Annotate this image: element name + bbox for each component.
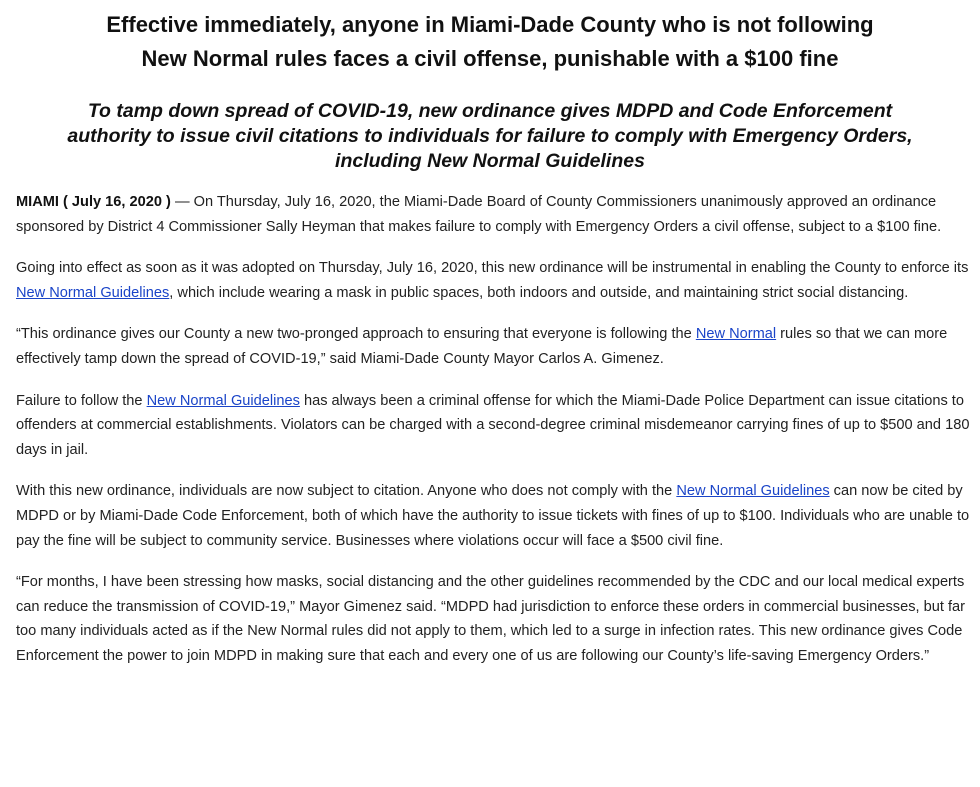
headline-line-1: Effective immediately, anyone in Miami-Dade County who is not following	[106, 12, 874, 37]
new-normal-guidelines-link[interactable]: New Normal Guidelines	[146, 392, 300, 409]
subheadline	[0, 99, 980, 174]
paragraph-4-text-after: has always been a criminal offense for which the Miami-Dade Police Department can issue citations to offenders at commercial establishments. Violators can be charged with a second-degree criminal misdemeanor carrying fines of up to $500 and 180 days in jail.	[16, 392, 970, 458]
paragraph-3	[16, 322, 974, 371]
paragraph-1-text: — On Thursday, July 16, 2020, the Miami-Dade Board of County Commissioners unanimously approved an ordinance sponsored by District 4 Commissioner Sally Heyman that makes failure to comply with Emergency Orders a civil offense, subject to a $100 fine.	[16, 194, 942, 235]
headline-line-2: New Normal rules faces a civil offense, punishable with a $100 fine	[141, 46, 839, 71]
new-normal-guidelines-link[interactable]: New Normal Guidelines	[676, 483, 830, 500]
subheadline-line-3: including New Normal Guidelines	[335, 150, 645, 172]
paragraph-3-text-after: rules so that we can more effectively tamp down the spread of COVID-19,” said Miami-Dade County Mayor Carlos A. Gimenez.	[16, 326, 948, 367]
paragraph-1	[16, 190, 974, 239]
paragraph-2	[16, 256, 974, 305]
paragraph-2-text-after: , which include wearing a mask in public spaces, both indoors and outside, and maintaining strict social distancing.	[169, 284, 909, 301]
subheadline-line-2: authority to issue civil citations to individuals for failure to comply with Emergency Orders,	[67, 125, 913, 147]
new-normal-link[interactable]: New Normal	[695, 326, 777, 343]
paragraph-6-text: “For months, I have been stressing how masks, social distancing and the other guidelines recommended by the CDC and our local medical experts can reduce the transmission of COVID-19,” Mayor Gimenez said. “MDPD had jurisdiction to enforce these orders in commercial businesses, but far too many individuals acted as if the New Normal rules did not apply to them, which led to a surge in infection rates. This new ordinance gives Code Enforcement the power to join MDPD in making sure that each and every one of us are following our County’s life-saving Emergency Orders.”	[16, 574, 965, 664]
paragraph-5-text-after: can now be cited by MDPD or by Miami-Dade Code Enforcement, both of which have the authority to issue tickets with fines of up to $100. Individuals who are unable to pay the fine will be subject to community service. Businesses where violations occur will face a $500 civil fine.	[16, 483, 970, 549]
paragraph-2-text-before: Going into effect as soon as it was adopted on Thursday, July 16, 2020, this new ordinance will be instrumental in enabling the County to enforce its	[16, 260, 969, 277]
paragraph-4-text-before: Failure to follow the	[16, 392, 147, 409]
new-normal-guidelines-link[interactable]: New Normal Guidelines	[16, 284, 170, 301]
paragraph-5	[16, 479, 974, 553]
article-body	[16, 190, 974, 686]
paragraph-6	[16, 570, 974, 668]
dateline: MIAMI ( July 16, 2020 )	[16, 194, 171, 210]
paragraph-3-text-before: “This ordinance gives our County a new two-pronged approach to ensuring that everyone is following the	[16, 326, 696, 343]
paragraph-4	[16, 389, 974, 463]
paragraph-5-text-before: With this new ordinance, individuals are now subject to citation. Anyone who does not comply with the	[16, 483, 677, 500]
subheadline-line-1: To tamp down spread of COVID-19, new ordinance gives MDPD and Code Enforcement	[87, 100, 893, 122]
headline	[0, 8, 980, 76]
